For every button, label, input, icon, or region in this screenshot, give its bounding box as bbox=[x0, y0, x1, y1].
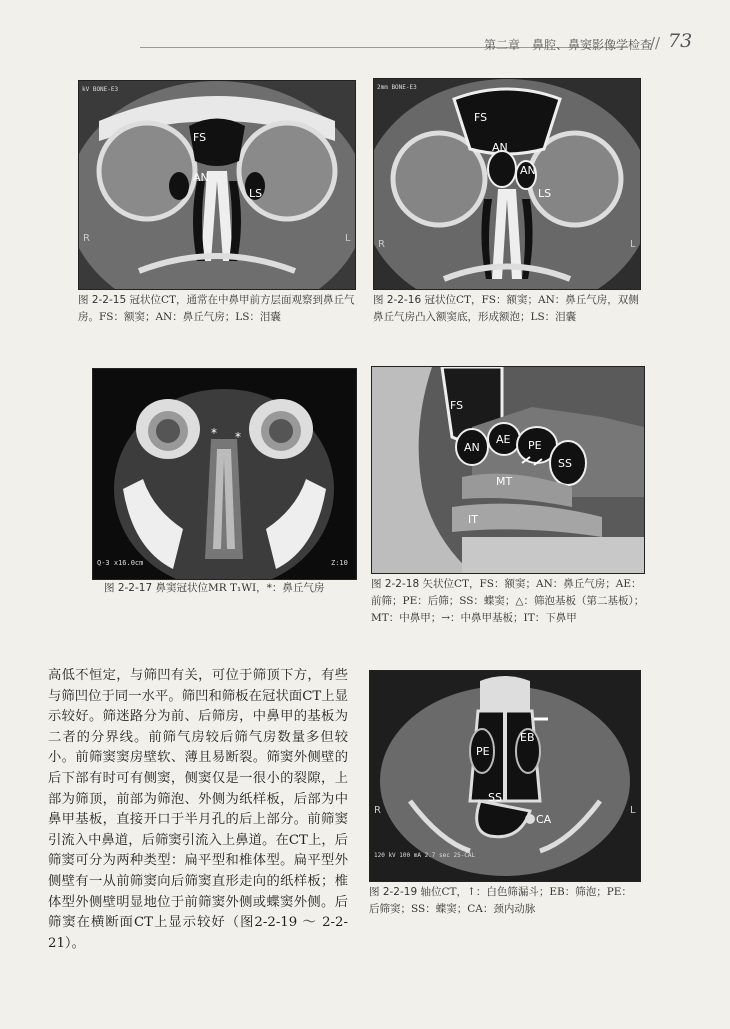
label-ls: LS bbox=[249, 187, 263, 200]
label-an-2: AN bbox=[520, 164, 536, 177]
figure-number: 图 2-2-18 bbox=[371, 578, 420, 590]
side-r: R bbox=[378, 239, 385, 250]
figure-caption-text: 矢状位CT，FS：额窦；AN：鼻丘气房；AE：前筛；PE：后筛；SS：蝶窦；△：筛泡基板（第二基板）；MT：中鼻甲；→：中鼻甲基板；IT：下鼻甲 bbox=[371, 578, 645, 624]
label-ae: AE bbox=[496, 433, 511, 446]
figure-2-2-15-image bbox=[78, 80, 356, 290]
body-text bbox=[48, 666, 348, 954]
label-ca: CA bbox=[536, 813, 552, 826]
corner-text: 2mm BONE-E3 bbox=[377, 84, 417, 91]
figure-2-2-16-caption bbox=[373, 292, 643, 326]
figure-2-2-19-image bbox=[369, 670, 641, 882]
figure-2-2-18-caption bbox=[371, 576, 645, 627]
label-it: IT bbox=[468, 513, 478, 526]
figure-caption-text: 鼻窦冠状位MR T₁WI，*：鼻丘气房 bbox=[155, 582, 325, 594]
label-ss: SS bbox=[488, 791, 502, 804]
figure-number: 图 2-2-15 bbox=[78, 294, 127, 306]
body-paragraph: 高低不恒定，与筛凹有关，可位于筛顶下方，有些与筛凹位于同一水平。筛凹和筛板在冠状面CT上显示较好。筛迷路分为前、后筛房，中鼻甲的基板为二者的分界线。前筛气房较后筛气房数量多但较小。前筛窦窦房壁软、薄且易断裂。筛窦外侧壁的后下部有时可有侧窦，侧窦仅是一很小的裂隙，上部为筛顶，前部为筛泡、外侧为纸样板，后部为中鼻甲基板，直接开口于半月孔的后上部分。前筛窦引流入中鼻道，后筛窦引流入上鼻道。在CT上，后筛窦可分为两种类型：扁平型和椎体型。扁平型外侧壁有一从前筛窦向后筛窦直形走向的纸样板；椎体型外侧壁明显地位于前筛窦外侧或蝶窦外侧。后筛窦在横断面CT上显示较好（图2-2-19 ～ 2-2-21）。 bbox=[48, 668, 348, 951]
side-l: L bbox=[630, 239, 636, 250]
figure-caption-text: 冠状位CT，通常在中鼻甲前方层面观察到鼻丘气房。FS：额窦；AN：鼻丘气房；LS：泪囊 bbox=[78, 294, 355, 323]
label-ss: SS bbox=[558, 457, 572, 470]
chapter-title: 第二章 鼻腔、鼻窦影像学检查 bbox=[484, 38, 653, 52]
label-fs: FS bbox=[474, 111, 488, 124]
figure-number: 图 2-2-19 bbox=[369, 886, 418, 898]
page-number: 73 bbox=[668, 30, 693, 52]
side-l: L bbox=[630, 805, 636, 816]
corner-text-bottom: 120 kV 100 mA 2.7 sec 25-CAL bbox=[374, 852, 476, 859]
figure-2-2-19-caption bbox=[369, 884, 641, 918]
figure-2-2-15-caption bbox=[78, 292, 358, 326]
label-mt: MT bbox=[496, 475, 513, 488]
figure-2-2-18-image bbox=[371, 366, 645, 574]
label-asterisk-2: * bbox=[235, 430, 241, 444]
side-r: R bbox=[83, 233, 90, 244]
figure-caption-text: 轴位CT，↑：白色筛漏斗；EB：筛泡；PE：后筛窦；SS：蝶窦；CA：颈内动脉 bbox=[369, 886, 632, 915]
header-slash-decoration: // bbox=[650, 34, 661, 52]
side-l: L bbox=[345, 233, 351, 244]
side-r: R bbox=[374, 805, 381, 816]
figure-2-2-17-caption bbox=[104, 580, 354, 597]
figure-caption-text: 冠状位CT，FS：额窦；AN：鼻丘气房，双侧鼻丘气房凸入额窦底，形成额泡；LS：泪囊 bbox=[373, 294, 639, 323]
label-pe: PE bbox=[476, 745, 490, 758]
label-an: AN bbox=[193, 171, 209, 184]
label-ls: LS bbox=[538, 187, 552, 200]
corner-text: kV BONE-E3 bbox=[82, 86, 119, 93]
figure-number: 图 2-2-17 bbox=[104, 582, 153, 594]
corner-text-right: Z:10 bbox=[331, 559, 348, 567]
label-pe: PE bbox=[528, 439, 542, 452]
label-asterisk: * bbox=[211, 426, 217, 440]
figure-number: 图 2-2-16 bbox=[373, 294, 422, 306]
corner-text-bottom: Q-3 x16.0cm bbox=[97, 559, 144, 567]
label-an: AN bbox=[492, 141, 508, 154]
label-fs: FS bbox=[193, 131, 207, 144]
figure-2-2-16-image bbox=[373, 78, 641, 290]
label-fs: FS bbox=[450, 399, 464, 412]
label-an: AN bbox=[464, 441, 480, 454]
figure-2-2-17-image bbox=[92, 368, 357, 580]
label-eb: EB bbox=[520, 731, 535, 744]
